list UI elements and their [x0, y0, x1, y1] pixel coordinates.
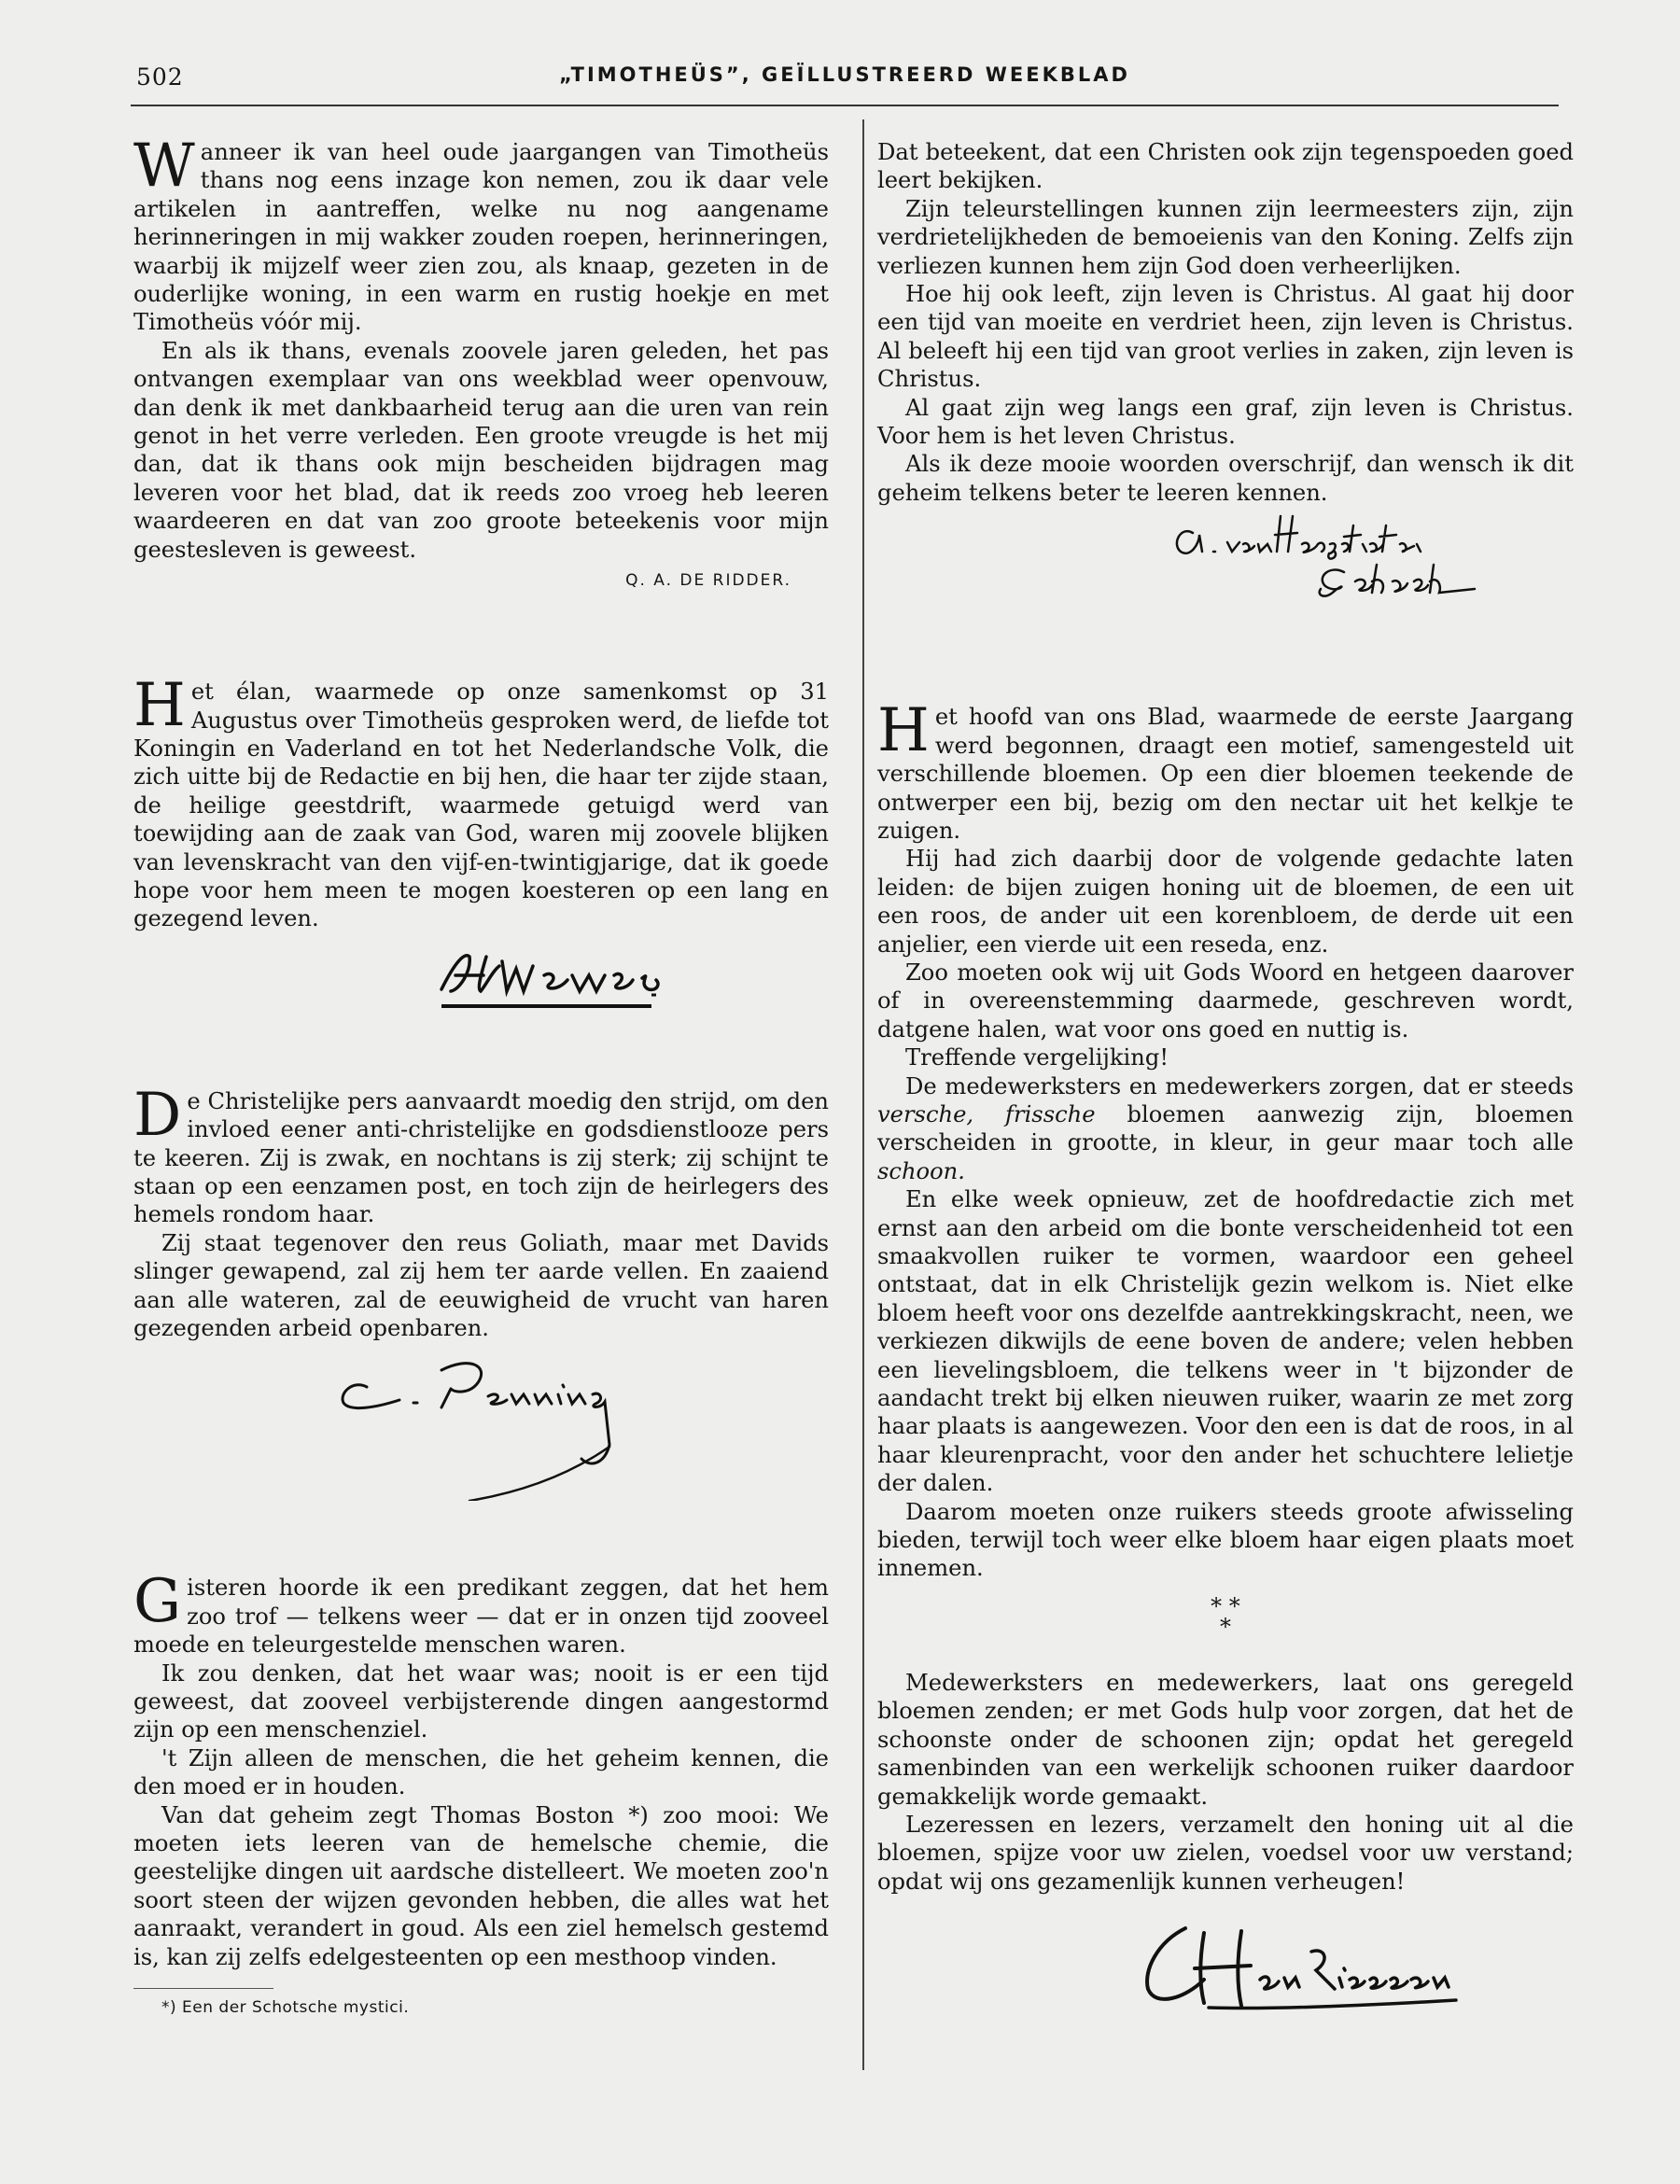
- author-byline: Q. A. DE RIDDER.: [625, 571, 791, 591]
- header-rule: [131, 105, 1559, 106]
- emphasis-text: schoon.: [877, 1157, 965, 1184]
- paragraph: Dat beteekent, dat een Christen ook zijn tegenspoeden goed leert bekijken.: [877, 139, 1574, 194]
- paragraph: Zijn teleurstellingen kunnen zijn leermeesters zijn, zijn verdrietelijkheden de bemoeienis van den Koning. Zelfs zijn verliezen kunnen hem zijn God doen verheerlijken.: [877, 195, 1574, 279]
- paragraph: Daarom moeten onze ruikers steeds groote afwisseling bieden, terwijl toch weer elke bloem haar eigen plaats moet innemen.: [877, 1498, 1574, 1582]
- paragraph: [133, 671, 829, 933]
- paragraph: Zij staat tegenover den reus Goliath, maar met Davids slinger gewapend, zal zij hem ter aarde vellen. En zaaiend aan alle wateren, zal de eeuwigheid de vrucht van haren gezegenden arbeid openbaren.: [133, 1229, 829, 1341]
- article-van-riessen: [877, 696, 1574, 2036]
- drop-cap: H: [877, 696, 930, 766]
- paragraph-text: e Christelijke pers aanvaardt moedig den strijd, om den invloed eener anti-christelijke en godsdienstlooze pers te keeren. Zij is zwak, en nochtans is zij sterk; zij schijnt te staan op een eenzamen post, en toch zijn de heirlegers des hemels rondom haar.: [133, 1087, 829, 1228]
- right-column: [877, 138, 1574, 2036]
- article-van-hoogstraten: [877, 138, 1574, 609]
- page-number: 502: [136, 63, 184, 91]
- drop-cap: W: [133, 132, 195, 201]
- signature-wewes: [133, 933, 829, 1022]
- paragraph-text: bloemen aanwezig zijn, bloemen verscheiden in grootte, in kleur, in geur maar toch alle: [877, 1100, 1574, 1156]
- journal-title: „TIMOTHEÜS”, GEÏLLUSTREERD WEEKBLAD: [559, 63, 1130, 86]
- paragraph: Al gaat zijn weg langs een graf, zijn leven is Christus. Voor hem is het leven Christus.: [877, 394, 1574, 450]
- paragraph: [877, 696, 1574, 845]
- paragraph-text: et hoofd van ons Blad, waarmede de eerste Jaargang werd begonnen, draagt een motief, samengesteld uit verschillende bloemen. Op een dier bloemen teekende de ontwerper een bij, bezig om den nectar uit het kelkje te zuigen.: [877, 704, 1574, 844]
- paragraph: [133, 1080, 829, 1229]
- paragraph: Ik zou denken, dat het waar was; nooit is er een tijd geweest, dat zooveel verbijsterende dingen aangestormd zijn op een menschenziel.: [133, 1659, 829, 1743]
- paragraph: Als ik deze mooie woorden overschrijf, dan wensch ik dit geheim telkens beter te leeren kennen.: [877, 451, 1574, 506]
- article-de-ridder: [133, 132, 829, 591]
- paragraph: Zoo moeten ook wij uit Gods Woord en hetgeen daarover of in overeenstemming daarmede, geschreven wordt, datgene halen, wat voor ons goed en nuttig is.: [877, 959, 1574, 1043]
- paragraph: [133, 1567, 829, 1659]
- page-header: [131, 58, 1559, 95]
- left-column: [133, 132, 829, 2018]
- paragraph: 't Zijn alleen de menschen, die het geheim kennen, die den moed er in houden.: [133, 1744, 829, 1800]
- drop-cap: H: [133, 671, 186, 741]
- paragraph: Hoe hij ook leeft, zijn leven is Christus. Al gaat hij door een tijd van moeite en verdriet heen, zijn leven is Christus. Al beleeft hij een tijd van groot verlies in zaken, zijn leven is Christus.: [877, 281, 1574, 393]
- paragraph: Van dat geheim zegt Thomas Boston *) zoo mooi: We moeten iets leeren van de hemelsche chemie, die geestelijke dingen uit aardsche distelleert. We moeten zoo'n soort steen der wijzen gevonden hebben, die alles wat het aanraakt, verandert in goud. Als een ziel hemelsch gestemd is, kan zij zelfs edelgesteenten op een mesthoop vinden.: [133, 1801, 829, 1970]
- signature-penning: [133, 1342, 829, 1501]
- drop-cap: D: [133, 1080, 182, 1150]
- column-divider: [862, 119, 864, 2070]
- article-wewes: [133, 671, 829, 1022]
- paragraph: En als ik thans, evenals zoovele jaren geleden, het pas ontvangen exemplaar van ons weekblad weer openvouw, dan denk ik met dankbaarheid terug aan die uren van rein genot in het verre verleden. Een groote vreugde is het mij dan, dat ik thans ook mijn bescheiden bijdragen mag leveren voor het blad, dat ik reeds zoo vroeg heb leeren waardeeren en dat van zoo groote beteekenis voor mijn geestesleven is geweest.: [133, 337, 829, 563]
- footnote-rule: [133, 1988, 273, 1989]
- stars-row: *: [1220, 1613, 1231, 1640]
- paragraph-text: isteren hoorde ik een predikant zeggen, dat het hem zoo trof — telkens weer — dat er in onzen tijd zooveel moede en teleurgestelde menschen waren.: [133, 1575, 829, 1659]
- article-boston: [133, 1567, 829, 2018]
- paragraph: En elke week opnieuw, zet de hoofdredactie zich met ernst aan den arbeid om die bonte verscheidenheid tot een smaakvollen ruiker te vormen, waardoor een geheel ontstaat, dat in elk Christelijk gezin welkom is. Niet elke bloem heeft voor ons dezelfde aantrekkingskracht, neen, we verkiezen dikwijls de eene boven de andere; velen hebben een lievelingsbloem, die telkens weer in 't bijzonder de aandacht trekt bij elken nieuwen ruiker, waarin ze met zorg haar plaats is aangewezen. Voor den een is dat de roos, in al haar kleurenpracht, voor den ander het schuchtere lelietje der dalen.: [877, 1186, 1574, 1497]
- paragraph: Lezeressen en lezers, verzamelt den honing uit al die bloemen, spijze voor uw zielen, voedsel voor uw verstand; opdat wij ons gezamenlijk kunnen verheugen!: [877, 1811, 1574, 1895]
- signature-van-hoogstraten: [877, 507, 1574, 609]
- emphasis-text: versche, frissche: [877, 1100, 1096, 1127]
- section-separator-stars: [877, 1592, 1574, 1640]
- signature-van-riessen: [877, 1896, 1574, 2036]
- paragraph: Hij had zich daarbij door de volgende gedachte laten leiden: de bijen zuigen honing uit de bloemen, de een uit een roos, de ander uit een korenbloem, de derde uit een anjelier, een vierde uit een reseda, enz.: [877, 846, 1574, 958]
- paragraph-text: et élan, waarmede op onze samenkomst op 31 Augustus over Timotheüs gesproken werd, de liefde tot Koningin en Vaderland en tot het Nederlandsche Volk, die zich uitte bij de Redactie en bij hen, die haar ter zijde staan, de heilige geestdrift, waarmede getuigd werd van toewijding aan de zaak van God, waren mij zoovele blijken van levenskracht van den vijf-en-twintigjarige, dat ik goede hope voor hem meen te mogen koesteren op een lang en gezegend leven.: [133, 679, 829, 932]
- footnote: *) Een der Schotsche mystici.: [161, 1998, 410, 2018]
- drop-cap: G: [133, 1567, 182, 1637]
- paragraph: [877, 1072, 1574, 1186]
- paragraph-text: De medewerksters en medewerkers zorgen, dat er steeds: [905, 1072, 1574, 1099]
- paragraph: [133, 132, 829, 337]
- paragraph: Treffende vergelijking!: [905, 1044, 1169, 1071]
- article-penning: [133, 1080, 829, 1502]
- stars-row: * *: [1211, 1592, 1240, 1619]
- paragraph-text: anneer ik van heel oude jaargangen van Timotheüs thans nog eens inzage kon nemen, zou ik daar vele artikelen in aantreffen, welke nu nog aangename herinneringen in mij wakker zouden roepen, herinneringen, waarbij ik mijzelf weer zien zou, als knaap, gezeten in de ouderlijke woning, in een warm en rustig hoekje en met Timotheüs vóór mij.: [133, 139, 829, 336]
- paragraph: Medewerksters en medewerkers, laat ons geregeld bloemen zenden; er met Gods hulp voor zorgen, dat het de schoonste onder de schoonen zijn; opdat het geregeld samenbinden van een werkelijk schoonen ruiker daardoor gemakkelijk worde gemaakt.: [877, 1669, 1574, 1810]
